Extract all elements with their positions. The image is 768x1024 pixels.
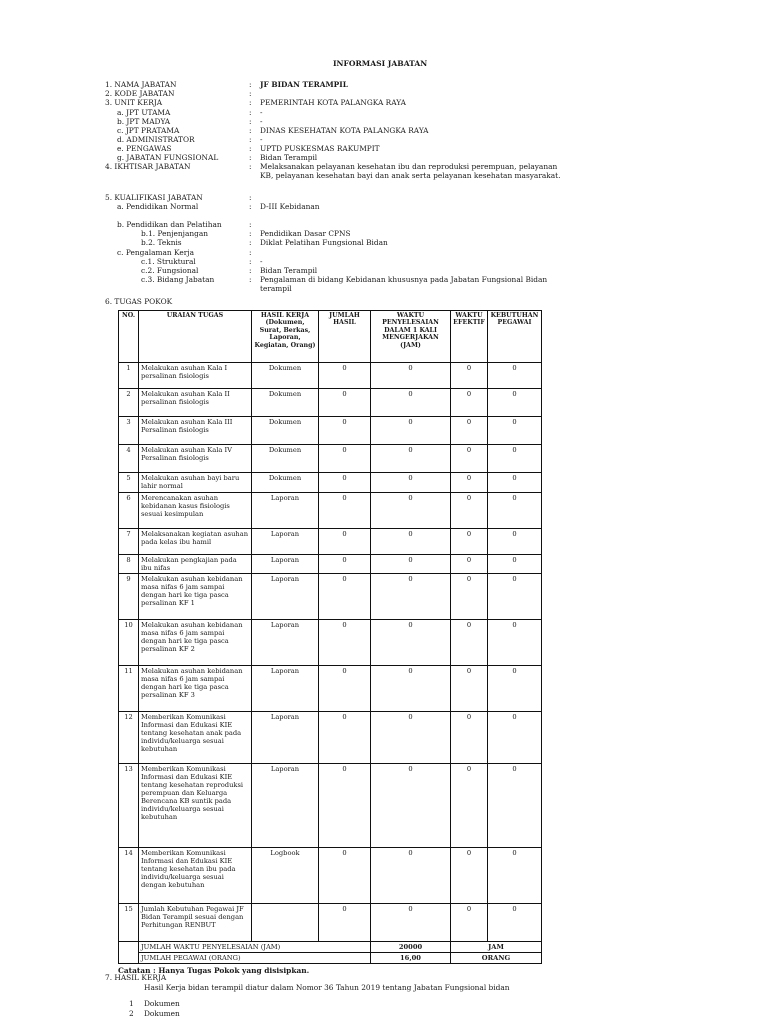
cell-no: 15 <box>119 904 139 942</box>
cell-kebutuhan: 0 <box>488 904 542 942</box>
cell-jumlah: 0 <box>319 417 371 445</box>
hasil-kerja-text: Hasil Kerja bidan terampil diatur dalam Nomor 36 Tahun 2019 tentang Jabatan Fungsional bidan <box>144 983 510 992</box>
cell-kebutuhan: 0 <box>488 555 542 574</box>
hasil-kerja-item-no: 2 <box>129 1009 134 1018</box>
table-row <box>119 848 542 904</box>
cell-waktu: 0 <box>371 904 451 942</box>
cell-waktu: 0 <box>371 493 451 529</box>
cell-uraian: Melakukan pengkajian pada ibu nifas <box>139 555 252 574</box>
cell-waktu: 0 <box>371 555 451 574</box>
hasil-kerja-item-no: 1 <box>129 999 134 1008</box>
cell-hasil: Laporan <box>252 529 319 555</box>
cell-no: 4 <box>119 445 139 473</box>
cell-waktu: 0 <box>371 445 451 473</box>
tugas-pokok-heading: 6. TUGAS POKOK <box>105 297 173 306</box>
cell-hasil: Dokumen <box>252 389 319 417</box>
col-header-waktu: WAKTU PENYELESAIAN DALAM 1 KALI MENGERJAKAN (JAM) <box>371 311 451 363</box>
cell-waktu: 0 <box>371 574 451 620</box>
cell-waktu: 0 <box>371 848 451 904</box>
table-row <box>119 666 542 712</box>
total-pegawai-row <box>119 953 542 964</box>
cell-kebutuhan: 0 <box>488 417 542 445</box>
table-row <box>119 473 542 493</box>
table-row <box>119 555 542 574</box>
kualifikasi-heading: 5. KUALIFIKASI JABATAN <box>105 193 203 202</box>
cell-hasil: Laporan <box>252 493 319 529</box>
table-row <box>119 493 542 529</box>
cell-hasil: Laporan <box>252 764 319 848</box>
cell-hasil: Laporan <box>252 712 319 764</box>
cell-efektif: 0 <box>451 620 488 666</box>
cell-waktu: 0 <box>371 363 451 389</box>
col-header-uraian: URAIAN TUGAS <box>139 311 252 363</box>
cell-waktu: 0 <box>371 529 451 555</box>
hasil-kerja-item: Dokumen <box>144 1009 180 1018</box>
cell-hasil: Dokumen <box>252 445 319 473</box>
hasil-kerja-heading: 7. HASIL KERJA <box>105 973 167 982</box>
cell-uraian: Melakukan asuhan kebidanan masa nifas 6 jam sampai dengan hari ke tiga pasca persalinan KF 3 <box>139 666 252 712</box>
cell-kebutuhan: 0 <box>488 363 542 389</box>
cell-uraian: Melakukan asuhan kebidanan masa nifas 6 jam sampai dengan hari ke tiga pasca persalinan KF 1 <box>139 574 252 620</box>
total-pegawai-label: JUMLAH PEGAWAI (ORANG) <box>139 953 371 964</box>
cell-kebutuhan: 0 <box>488 389 542 417</box>
cell-hasil: Logbook <box>252 848 319 904</box>
cell-jumlah: 0 <box>319 529 371 555</box>
cell-no: 2 <box>119 389 139 417</box>
cell-efektif: 0 <box>451 473 488 493</box>
cell-uraian: Melaksanakan kegiatan asuhan pada kelas ibu hamil <box>139 529 252 555</box>
cell-efektif: 0 <box>451 848 488 904</box>
col-header-kebutuhan: KEBUTUHAN PEGAWAI <box>488 311 542 363</box>
table-row <box>119 574 542 620</box>
hasil-kerja-item: Dokumen <box>144 999 180 1008</box>
total-waktu-row <box>119 942 542 953</box>
cell-jumlah: 0 <box>319 473 371 493</box>
tugas-pokok-table <box>118 310 542 964</box>
cell-kebutuhan: 0 <box>488 764 542 848</box>
cell-kebutuhan: 0 <box>488 529 542 555</box>
total-pegawai-value: 16,00 <box>371 953 451 964</box>
cell-no: 8 <box>119 555 139 574</box>
cell-hasil <box>252 904 319 942</box>
cell-efektif: 0 <box>451 555 488 574</box>
cell-efektif: 0 <box>451 904 488 942</box>
cell-no: 12 <box>119 712 139 764</box>
catatan-note: Catatan : Hanya Tugas Pokok yang disisipkan. <box>118 966 310 975</box>
col-header-efektif: WAKTU EFEKTIF <box>451 311 488 363</box>
col-header-no: NO. <box>119 311 139 363</box>
cell-uraian: Memberikan Komunikasi Informasi dan Edukasi KIE tentang kesehatan reproduksi perempuan dan Keluarga Berencana KB suntik pada individu/keluarga sesuai kebutuhan <box>139 764 252 848</box>
cell-waktu: 0 <box>371 712 451 764</box>
cell-efektif: 0 <box>451 529 488 555</box>
cell-no: 3 <box>119 417 139 445</box>
table-row <box>119 529 542 555</box>
cell-waktu: 0 <box>371 620 451 666</box>
cell-uraian: Memberikan Komunikasi Informasi dan Edukasi KIE tentang kesehatan anak pada individu/keluarga sesuai kebutuhan <box>139 712 252 764</box>
cell-kebutuhan: 0 <box>488 574 542 620</box>
cell-hasil: Laporan <box>252 574 319 620</box>
cell-waktu: 0 <box>371 389 451 417</box>
cell-uraian: Melakukan asuhan Kala I persalinan fisiologis <box>139 363 252 389</box>
cell-efektif: 0 <box>451 417 488 445</box>
cell-efektif: 0 <box>451 666 488 712</box>
cell-jumlah: 0 <box>319 389 371 417</box>
cell-jumlah: 0 <box>319 445 371 473</box>
table-row <box>119 445 542 473</box>
table-row <box>119 620 542 666</box>
cell-hasil: Dokumen <box>252 473 319 493</box>
cell-uraian: Merencanakan asuhan kebidanan kasus fisiologis sesuai kesimpulan <box>139 493 252 529</box>
cell-uraian: Melakukan asuhan kebidanan masa nifas 6 jam sampai dengan hari ke tiga pasca persalinan KF 2 <box>139 620 252 666</box>
cell-waktu: 0 <box>371 417 451 445</box>
cell-efektif: 0 <box>451 445 488 473</box>
cell-hasil: Laporan <box>252 666 319 712</box>
cell-hasil: Dokumen <box>252 363 319 389</box>
cell-jumlah: 0 <box>319 620 371 666</box>
col-header-jumlah: JUMLAH HASIL <box>319 311 371 363</box>
cell-jumlah: 0 <box>319 493 371 529</box>
cell-hasil: Laporan <box>252 555 319 574</box>
table-row <box>119 363 542 389</box>
cell-efektif: 0 <box>451 764 488 848</box>
cell-kebutuhan: 0 <box>488 445 542 473</box>
cell-no: 1 <box>119 363 139 389</box>
cell-no: 13 <box>119 764 139 848</box>
table-row <box>119 417 542 445</box>
cell-no: 14 <box>119 848 139 904</box>
cell-no: 10 <box>119 620 139 666</box>
cell-no: 11 <box>119 666 139 712</box>
cell-jumlah: 0 <box>319 574 371 620</box>
total-waktu-label: JUMLAH WAKTU PENYELESAIAN (JAM) <box>139 942 371 953</box>
cell-jumlah: 0 <box>319 555 371 574</box>
cell-efektif: 0 <box>451 389 488 417</box>
cell-jumlah: 0 <box>319 712 371 764</box>
cell-uraian: Melakukan asuhan Kala IV Persalinan fisiologis <box>139 445 252 473</box>
total-pegawai-unit: ORANG <box>451 953 542 964</box>
cell-jumlah: 0 <box>319 764 371 848</box>
total-waktu-unit: JAM <box>451 942 542 953</box>
cell-uraian: Melakukan asuhan Kala III Persalinan fisiologis <box>139 417 252 445</box>
cell-uraian: Melakukan asuhan bayi baru lahir normal <box>139 473 252 493</box>
cell-efektif: 0 <box>451 493 488 529</box>
cell-no: 6 <box>119 493 139 529</box>
cell-waktu: 0 <box>371 473 451 493</box>
cell-no: 5 <box>119 473 139 493</box>
col-header-hasil: HASIL KERJA (Dokumen, Surat, Berkas, Laporan, Kegiatan, Orang) <box>252 311 319 363</box>
table-row <box>119 904 542 942</box>
cell-waktu: 0 <box>371 666 451 712</box>
cell-kebutuhan: 0 <box>488 848 542 904</box>
cell-jumlah: 0 <box>319 904 371 942</box>
cell-no: 9 <box>119 574 139 620</box>
cell-uraian: Jumlah Kebutuhan Pegawai JF Bidan Terampil sesuai dengan Perhitungan RENBUT <box>139 904 252 942</box>
cell-jumlah: 0 <box>319 363 371 389</box>
cell-no: 7 <box>119 529 139 555</box>
cell-kebutuhan: 0 <box>488 620 542 666</box>
cell-efektif: 0 <box>451 712 488 764</box>
cell-kebutuhan: 0 <box>488 666 542 712</box>
cell-waktu: 0 <box>371 764 451 848</box>
cell-kebutuhan: 0 <box>488 493 542 529</box>
cell-kebutuhan: 0 <box>488 712 542 764</box>
cell-efektif: 0 <box>451 574 488 620</box>
table-header-row <box>119 311 542 363</box>
cell-uraian: Melakukan asuhan Kala II persalinan fisiologis <box>139 389 252 417</box>
table-row <box>119 712 542 764</box>
total-waktu-value: 20000 <box>371 942 451 953</box>
table-row <box>119 389 542 417</box>
cell-efektif: 0 <box>451 363 488 389</box>
cell-jumlah: 0 <box>319 848 371 904</box>
cell-jumlah: 0 <box>319 666 371 712</box>
cell-uraian: Memberikan Komunikasi Informasi dan Edukasi KIE tentang kesehatan ibu pada individu/keluarga sesuai dengan kebutuhan <box>139 848 252 904</box>
table-body <box>119 363 542 942</box>
cell-hasil: Dokumen <box>252 417 319 445</box>
table-row <box>119 764 542 848</box>
cell-hasil: Laporan <box>252 620 319 666</box>
page-title: INFORMASI JABATAN <box>333 59 428 68</box>
cell-kebutuhan: 0 <box>488 473 542 493</box>
